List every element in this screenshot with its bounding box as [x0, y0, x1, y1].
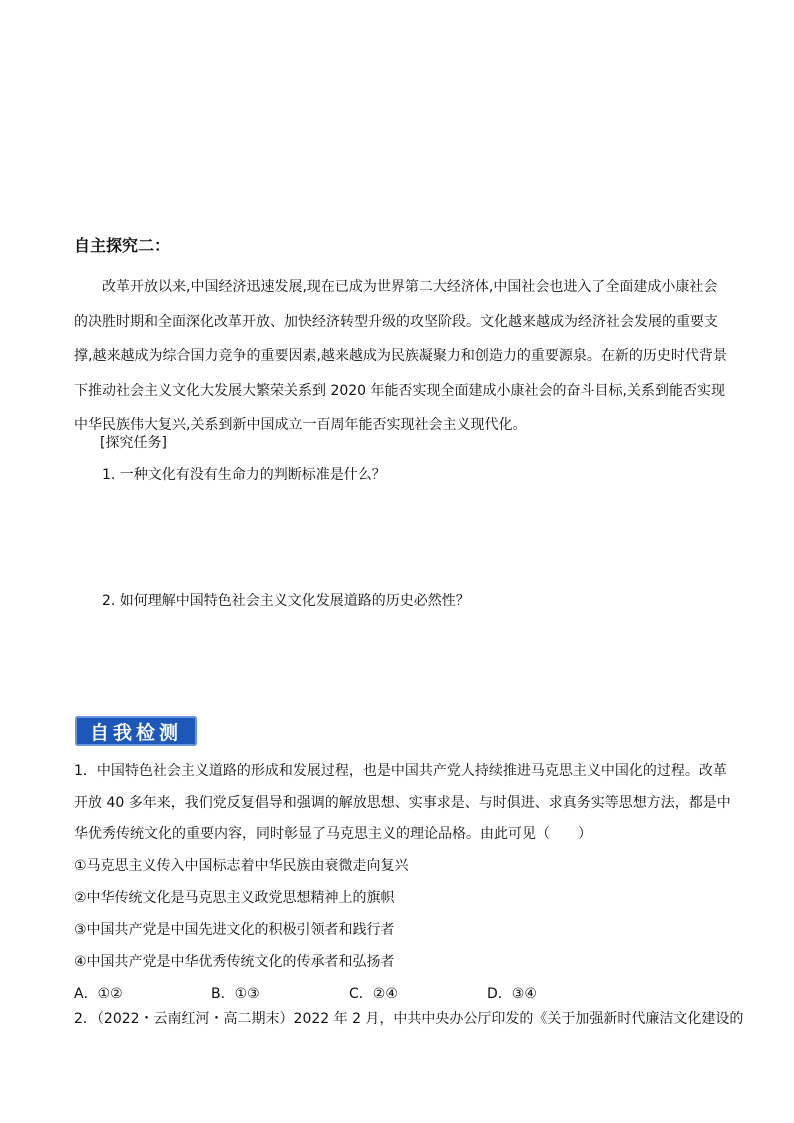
task-title: [探究任务]: [100, 435, 167, 451]
paragraph-line: 中华民族伟大复兴,关系到新中国成立一百周年能否实现社会主义现代化。: [74, 417, 527, 433]
option-a: A．①②: [74, 986, 123, 1002]
question-1: 1. 一种文化有没有生命力的判断标准是什么？: [102, 467, 386, 483]
section-heading: 自主探究二：: [74, 236, 171, 255]
mcq-1-line: 1．中国特色社会主义道路的形成和发展过程，也是中国共产党人持续推进马克思主义中国化的过程。改革: [74, 763, 727, 779]
statement-4: ④中国共产党是中华优秀传统文化的传承者和弘扬者: [74, 954, 395, 970]
option-b: B．①③: [211, 986, 260, 1002]
option-c: C．②④: [349, 986, 398, 1002]
question-2: 2. 如何理解中国特色社会主义文化发展道路的历史必然性？: [102, 593, 470, 609]
paragraph-line: 下推动社会主义文化大发展大繁荣关系到 2020 年能否实现全面建成小康社会的奋斗目标,关系到能否实现: [74, 382, 725, 399]
mcq-2-line: 2．（2022・云南红河・高二期末）2022 年 2 月，中共中央办公厅印发的《关于加强新时代廉洁文化建设的: [74, 1011, 744, 1027]
option-d: D．③④: [487, 986, 537, 1002]
intro-paragraph: [74, 270, 734, 443]
self-check-badge: 自我检测: [75, 716, 197, 746]
paragraph-line: 改革开放以来,中国经济迅速发展,现在已成为世界第二大经济体,中国社会也进入了全面建成小康社会: [102, 279, 718, 295]
statement-2: ②中华传统文化是马克思主义政党思想精神上的旗帜: [74, 890, 395, 906]
statement-1: ①马克思主义传入中国标志着中华民族由衰微走向复兴: [74, 858, 409, 874]
mcq-1-line: 华优秀传统文化的重要内容，同时彰显了马克思主义的理论品格。由此可见（ ）: [74, 826, 592, 842]
mcq-1-line: 开放 40 多年来，我们党反复倡导和强调的解放思想、实事求是、与时俱进、求真务实等思想方法，都是中: [74, 795, 731, 811]
statement-3: ③中国共产党是中国先进文化的积极引领者和践行者: [74, 922, 395, 938]
paragraph-line: 撑,越来越成为综合国力竞争的重要因素,越来越成为民族凝聚力和创造力的重要源泉。在新的历史时代背景: [74, 348, 727, 364]
paragraph-line: 的决胜时期和全面深化改革开放、加快经济转型升级的攻坚阶段。文化越来越成为经济社会发展的重要支: [74, 313, 718, 330]
